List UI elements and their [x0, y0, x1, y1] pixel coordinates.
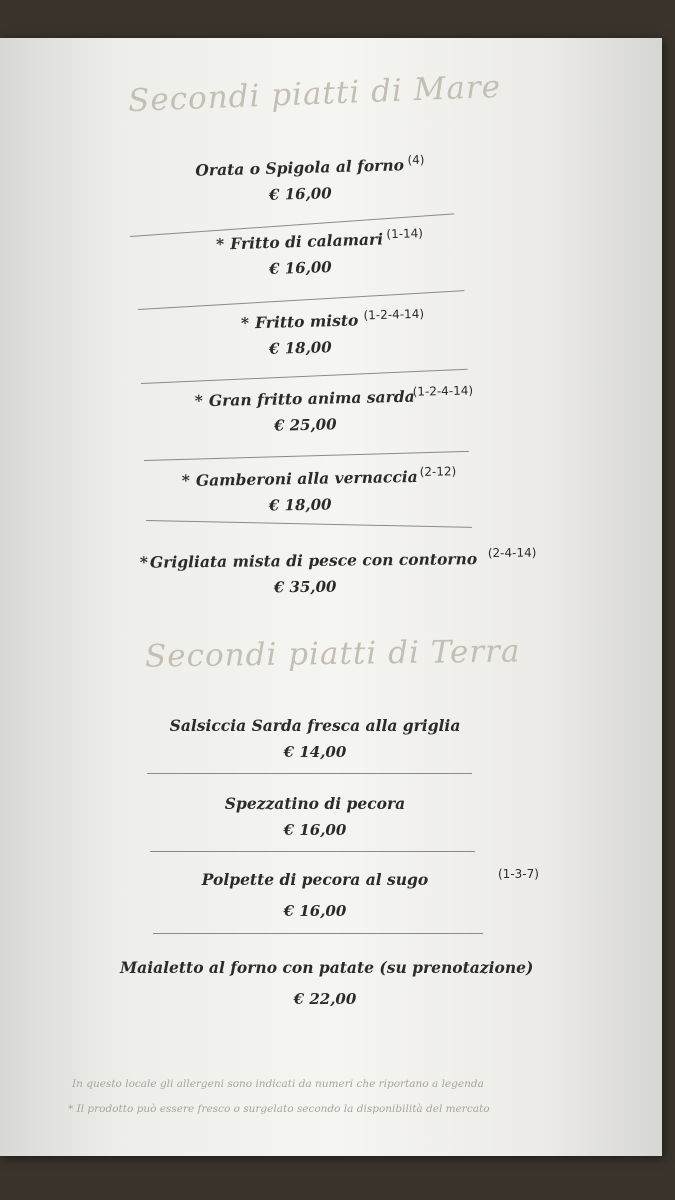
item-name-line — [150, 464, 457, 491]
item-name: Grigliata mista di pesce con contorno — [149, 549, 478, 572]
frozen-product-note: * Il prodotto può essere fresco o surgelato secondo la disponibilità del mercato — [68, 1103, 490, 1115]
divider — [153, 933, 483, 934]
item-name: Orata o Spigola al forno — [195, 155, 405, 180]
item-name: Fritto di calamari — [229, 229, 384, 254]
frozen-marker: * — [194, 391, 204, 411]
item-name-line — [160, 794, 470, 813]
item-name-line — [139, 545, 537, 572]
item-name-line — [160, 716, 470, 735]
item-allergens: (1-2-4-14) — [363, 306, 425, 323]
item-allergens: (1-2-4-14) — [412, 383, 474, 399]
item-price: € 16,00 — [268, 258, 333, 278]
item-price: € 25,00 — [273, 415, 337, 435]
item-price: € 16,00 — [283, 821, 347, 839]
menu-item-gamberoni — [150, 464, 457, 516]
item-price: € 18,00 — [268, 338, 332, 358]
frozen-marker: * — [215, 234, 225, 254]
frozen-marker: * — [181, 470, 191, 491]
menu-item-fritto-calamari — [164, 228, 435, 281]
menu-item-maialetto — [120, 958, 534, 1008]
item-name-line — [120, 958, 534, 977]
item-name: Fritto misto — [254, 310, 359, 333]
item-name: Gamberoni alla vernaccia — [195, 466, 418, 490]
menu-item-salsiccia — [160, 716, 470, 761]
item-name: Salsiccia Sarda fresca alla griglia — [169, 716, 461, 735]
item-allergens: (2-4-14) — [487, 545, 537, 561]
menu-item-spezzatino — [160, 794, 470, 839]
item-name: Polpette di pecora al sugo — [201, 870, 429, 889]
frozen-marker: * — [139, 552, 149, 572]
menu-item-grigliata — [139, 545, 537, 597]
item-name-line — [160, 867, 539, 889]
item-price: € 14,00 — [283, 743, 347, 761]
item-name: Spezzatino di pecora — [224, 794, 406, 813]
frozen-marker: * — [240, 313, 250, 333]
menu-item-orata — [159, 154, 440, 206]
item-price: € 22,00 — [293, 990, 357, 1008]
item-allergens: (1-3-7) — [498, 867, 539, 881]
item-allergens: (4) — [407, 152, 425, 168]
section-title-terra: Secondi piatti di Terra — [144, 633, 521, 675]
item-price: € 16,00 — [268, 184, 332, 204]
item-price: € 18,00 — [268, 495, 332, 515]
menu-item-gran-fritto — [155, 383, 474, 437]
item-name: Gran fritto anima sarda — [208, 386, 415, 411]
menu-item-fritto-misto — [179, 306, 425, 360]
item-allergens: (1-14) — [386, 226, 424, 242]
divider — [147, 773, 472, 774]
allergen-legend-note: In questo locale gli allergeni sono indicati da numeri che riportano a legenda — [72, 1078, 484, 1090]
item-price: € 16,00 — [283, 902, 347, 920]
section-title-mare: Secondi piatti di Mare — [127, 68, 502, 120]
menu-item-polpette — [160, 867, 539, 920]
item-price: € 35,00 — [273, 577, 337, 597]
item-name: Maialetto al forno con patate (su prenotazione) — [120, 958, 534, 977]
divider — [150, 851, 475, 852]
item-allergens: (2-12) — [419, 464, 457, 479]
